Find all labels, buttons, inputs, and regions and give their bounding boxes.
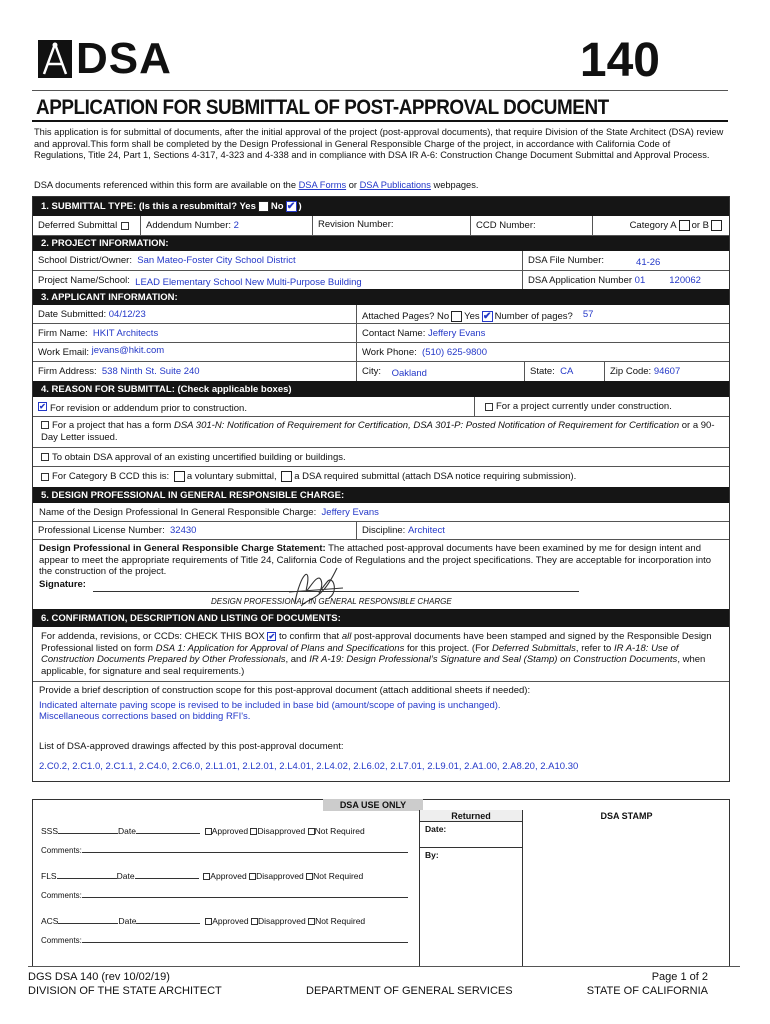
applicant-row-3: Work Email: jevans@hkit.com Work Phone: (510) 625-9800 bbox=[33, 343, 729, 362]
uncertified-building-checkbox[interactable] bbox=[41, 453, 49, 461]
submittal-type-row: Deferred Submittal Addendum Number: 2 Revision Number: CCD Number: Category A or B bbox=[33, 216, 729, 236]
work-phone-field[interactable]: (510) 625-9800 bbox=[422, 346, 487, 358]
fls-comments[interactable]: Comments: bbox=[41, 891, 408, 900]
design-professional-name-field[interactable]: Jeffery Evans bbox=[321, 506, 379, 518]
intro-paragraph: This application is for submittal of documents, after the initial approval of the project (post-approval documents), that require Division of the State Architect (DSA) review and approval.This form shall be completed by the Design Professional in General Responsible Charge of the project, in accordance with California Code of Regulations, Title 24, Part 1, Sections 4-317, 4-323 and 4-338 and in compliance with DSA IR A-6: Construction Change Document Submittal and Approval Process. bbox=[34, 127, 724, 160]
license-row: Professional License Number: 32430 Discipline: Architect bbox=[33, 522, 729, 540]
drawings-list-field[interactable]: 2.C0.2, 2.C1.0, 2.C1.1, 2.C4.0, 2.C6.0, 2.L1.01, 2.L2.01, 2.L4.01, 2.L4.02, 2.L6.02, 2.L7.01, 2.L9.01, 2.A1.00, 2.A8.20, 2.A10.30 bbox=[39, 761, 579, 772]
reason-row-2: For a project that has a form DSA 301-N: Notification of Requirement for Certification, DSA 301-P: Posted Notification of Requirement for Certification or a 90-Day Letter issued. bbox=[33, 417, 729, 448]
section-5-header: 5. DESIGN PROFESSIONAL IN GENERAL RESPONSIBLE CHARGE: bbox=[33, 487, 729, 503]
license-number-field[interactable]: 32430 bbox=[170, 525, 197, 536]
logo-text: DSA bbox=[76, 34, 172, 83]
dsa-app-number-field[interactable]: 120062 bbox=[669, 274, 701, 286]
resubmittal-no-checkbox[interactable]: ✔ bbox=[286, 201, 296, 212]
drawings-block: List of DSA-approved drawings affected by this post-approval document: 2.C0.2, 2.C1.0, 2.C1.1, 2.C4.0, 2.C6.0, 2.L1.01, 2.L2.01, 2.L4.01, 2.L4.02, 2.L6.02, 2.L7.01, 2.L9.01, 2.A1.00, 2.A8.20, 2.A10.30 bbox=[39, 741, 579, 772]
confirmation-block: For addenda, revisions, or CCDs: CHECK THIS BOX ✔ to confirm that all post-approval documents have been stamped and signed by the Responsible Design Professional listed on form DSA 1: Application for Approval of Plans and Specifications for this project. (For Deferred Submittals, refer to IR A-18: Use of Construction Documents Prepared by Other Professionals, and IR A-19: Design Professional’s Signature and Seal (Stamp) on Construction Documents, when applicable, for signature and seal requirements.) bbox=[33, 627, 729, 682]
reason-row-1: ✔ For revision or addendum prior to construction. For a project currently under construction. bbox=[33, 397, 729, 417]
section-3-header: 3. APPLICANT INFORMATION: bbox=[33, 289, 729, 305]
zip-code-field[interactable]: 94607 bbox=[653, 366, 681, 377]
title-rule bbox=[32, 120, 728, 122]
category-a-checkbox[interactable] bbox=[679, 220, 690, 231]
acs-not-required-checkbox[interactable] bbox=[308, 918, 315, 925]
footer-state: STATE OF CALIFORNIA bbox=[586, 985, 708, 997]
addendum-number-field[interactable]: 2 bbox=[233, 220, 239, 231]
category-b-checkbox[interactable] bbox=[711, 220, 722, 231]
applicant-row-2: Firm Name: HKIT Architects Contact Name: Jeffery Evans bbox=[33, 324, 729, 343]
revision-prior-checkbox[interactable]: ✔ bbox=[39, 402, 46, 411]
acs-review-row: ACS Date Approved Disapproved Not Required bbox=[41, 916, 366, 926]
acs-disapproved-checkbox[interactable] bbox=[251, 918, 258, 925]
school-district-field[interactable]: San Mateo-Foster City School District bbox=[137, 255, 296, 266]
state-field[interactable]: CA bbox=[560, 366, 574, 377]
compass-logo-icon bbox=[38, 40, 72, 78]
dsa-publications-link[interactable]: DSA Publications bbox=[359, 180, 431, 190]
project-row-2: Project Name/School: LEAD Elementary School New Multi-Purpose Building DSA Application Number 01 120062 bbox=[33, 271, 729, 289]
section-6-header: 6. CONFIRMATION, DESCRIPTION AND LISTING OF DOCUMENTS: bbox=[33, 609, 729, 627]
footer-form-rev: DGS DSA 140 (rev 10/02/19) bbox=[28, 971, 170, 983]
project-name-field[interactable]: LEAD Elementary School New Multi-Purpose Building bbox=[135, 276, 362, 288]
sss-comments[interactable]: Comments: bbox=[41, 846, 408, 855]
dsa-app-number-prefix-field[interactable]: 01 bbox=[634, 274, 646, 286]
statement-block: Design Professional in General Responsible Charge Statement: The attached post-approval documents have been examined by me for design intent and appear to meet the appropriate requirements of Title 24, California Code of Regulations and the project specifications. They are acceptable for incorporation into the construction of the project. Signature: DESIGN PROFESSIONAL IN GENERAL RESPONSIBLE CHARGE bbox=[33, 540, 729, 609]
firm-address-field[interactable]: 538 Ninth St. Suite 240 bbox=[101, 366, 200, 377]
footer-rule bbox=[28, 966, 740, 967]
date-submitted-field[interactable]: 04/12/23 bbox=[108, 308, 146, 320]
voluntary-submittal-checkbox[interactable] bbox=[174, 471, 185, 482]
work-email-field[interactable]: jevans@hkit.com bbox=[91, 345, 165, 356]
section-1-header: 1. SUBMITTAL TYPE: (Is this a resubmittal? Yes No ✔ ) bbox=[33, 197, 729, 216]
form-table bbox=[32, 196, 730, 782]
footer-division: DIVISION OF THE STATE ARCHITECT bbox=[28, 985, 222, 997]
dsa-file-number-field[interactable]: 41-26 bbox=[636, 257, 661, 268]
intro-reference: DSA documents referenced within this form are available on the DSA Forms or DSA Publications webpages. bbox=[34, 180, 479, 190]
discipline-field[interactable]: Architect bbox=[407, 525, 445, 536]
description-field[interactable]: Indicated alternate paving scope is revised to be included in base bid (amount/scope of paving is unchanged). Miscellaneous corrections based on bidding RFI's. bbox=[39, 699, 501, 722]
header-rule bbox=[32, 90, 728, 91]
resubmittal-yes-checkbox[interactable] bbox=[258, 201, 269, 212]
ccd-number-field[interactable]: CCD Number: bbox=[476, 220, 536, 231]
footer-page: Page 1 of 2 bbox=[651, 971, 708, 983]
attached-pages-no-checkbox[interactable] bbox=[451, 311, 462, 322]
sss-approved-checkbox[interactable] bbox=[205, 828, 212, 835]
city-field[interactable]: Oakland bbox=[391, 368, 427, 379]
sss-not-required-checkbox[interactable] bbox=[308, 828, 315, 835]
acs-comments[interactable]: Comments: bbox=[41, 936, 408, 945]
form-number: 140 bbox=[579, 34, 660, 87]
fls-review-row: FLS Date Approved Disapproved Not Required bbox=[41, 871, 364, 881]
footer-department: DEPARTMENT OF GENERAL SERVICES bbox=[306, 985, 513, 997]
required-submittal-checkbox[interactable] bbox=[281, 471, 292, 482]
applicant-row-4: Firm Address: 538 Ninth St. Suite 240 City: Oakland State: CA Zip Code: 94607 bbox=[33, 362, 729, 381]
category-b-ccd-checkbox[interactable] bbox=[41, 473, 49, 481]
page-title: APPLICATION FOR SUBMITTAL OF POST-APPROVAL DOCUMENT bbox=[36, 96, 609, 119]
dsa-use-only-box bbox=[32, 799, 730, 967]
applicant-row-1: Date Submitted: 04/12/23 Attached Pages? No Yes ✔ Number of pages? 57 bbox=[33, 305, 729, 324]
sss-review-row: SSS Date Approved Disapproved Not Required bbox=[41, 826, 365, 836]
contact-name-field[interactable]: Jeffery Evans bbox=[428, 327, 486, 339]
confirm-stamped-checkbox[interactable]: ✔ bbox=[268, 631, 276, 641]
design-pro-name-row: Name of the Design Professional In General Responsible Charge: Jeffery Evans bbox=[33, 503, 729, 522]
dsa-forms-link[interactable]: DSA Forms bbox=[298, 180, 347, 190]
revision-number-field[interactable]: Revision Number: bbox=[318, 219, 394, 230]
number-of-pages-field[interactable]: 57 bbox=[582, 308, 594, 320]
dsa-use-title: DSA USE ONLY bbox=[323, 799, 423, 811]
description-block: Provide a brief description of construction scope for this post-approval document (attach additional sheets if needed): Indicated alternate paving scope is revised to be included in base bid (amount/scope of paving is unchanged). Miscellaneous corrections based on bidding RFI's. bbox=[39, 685, 531, 722]
dsa-stamp-area: DSA STAMP bbox=[600, 811, 653, 821]
project-row-1: School District/Owner: San Mateo-Foster City School District DSA File Number: 41-26 bbox=[33, 251, 729, 271]
certification-checkbox[interactable] bbox=[41, 421, 49, 429]
firm-name-field[interactable]: HKIT Architects bbox=[92, 327, 159, 339]
reason-row-3: To obtain DSA approval of an existing uncertified building or buildings. bbox=[33, 448, 729, 467]
reason-row-4: For Category B CCD this is: a voluntary submittal, a DSA required submittal (attach DSA notice requiring submission). bbox=[33, 467, 729, 487]
deferred-submittal-checkbox[interactable] bbox=[121, 222, 129, 230]
under-construction-checkbox[interactable] bbox=[485, 403, 493, 411]
returned-box: Returned Date: By: bbox=[419, 810, 523, 967]
attached-pages-yes-checkbox[interactable]: ✔ bbox=[482, 310, 492, 322]
dsa-logo bbox=[38, 34, 172, 83]
fls-disapproved-checkbox[interactable] bbox=[249, 873, 256, 880]
section-4-header: 4. REASON FOR SUBMITTAL: (Check applicable boxes) bbox=[33, 381, 729, 397]
section-2-header: 2. PROJECT INFORMATION: bbox=[33, 236, 729, 251]
